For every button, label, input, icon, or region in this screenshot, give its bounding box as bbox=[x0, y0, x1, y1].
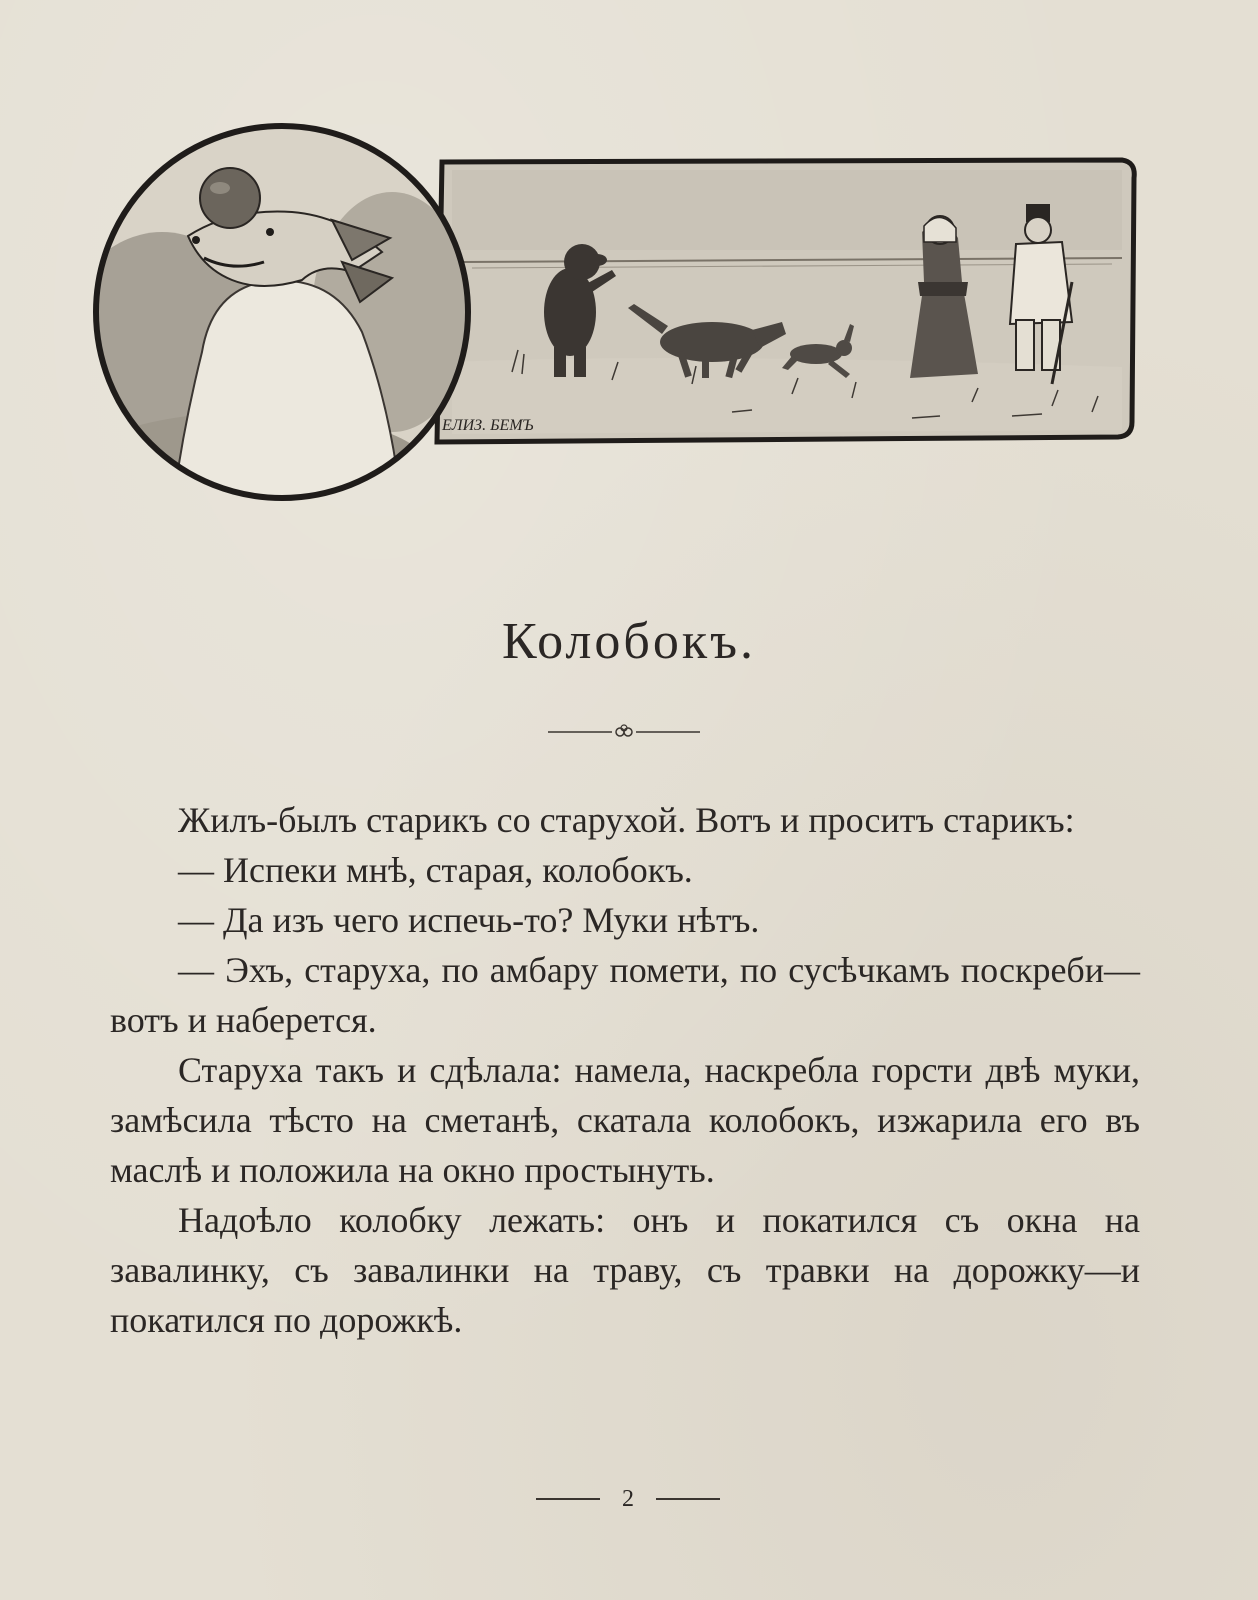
fox-vignette bbox=[92, 126, 472, 512]
paragraph-6: Надоѣло колобку лежать: онъ и покатился съ окна на завалинку, съ завалинки на траву, съ травки на дорожку—и покатился по дорожкѣ. bbox=[110, 1200, 1140, 1340]
story-title: Колобокъ. bbox=[502, 613, 756, 670]
footer-rule-right bbox=[656, 1498, 720, 1500]
title-ornament bbox=[548, 722, 700, 742]
paragraph-3: — Да изъ чего испечь-то? Муки нѣтъ. bbox=[178, 900, 760, 940]
landscape-panel bbox=[437, 160, 1134, 442]
paragraph-2: — Испеки мнѣ, старая, колобокъ. bbox=[178, 850, 693, 890]
paragraph-4: — Эхъ, старуха, по амбару помети, по сусѣчкамъ поскреби—вотъ и наберется. bbox=[110, 950, 1140, 1040]
header-illustration bbox=[92, 112, 1158, 512]
footer-rule-left bbox=[536, 1498, 600, 1500]
paragraph-5: Старуха такъ и сдѣлала: намела, наскребла горсти двѣ муки, замѣсила тѣсто на сметанѣ, скатала колобокъ, изжарила его въ маслѣ и положила на окно простынуть. bbox=[110, 1050, 1140, 1190]
paragraph-1: Жилъ-былъ старикъ со старухой. Вотъ и проситъ старикъ: bbox=[178, 800, 1075, 840]
page-number: 2 bbox=[622, 1485, 634, 1512]
page-footer bbox=[528, 1484, 728, 1514]
illustrator-signature: ЕЛИЗ. БЕМЪ bbox=[442, 417, 534, 434]
story-text bbox=[110, 795, 1140, 1345]
